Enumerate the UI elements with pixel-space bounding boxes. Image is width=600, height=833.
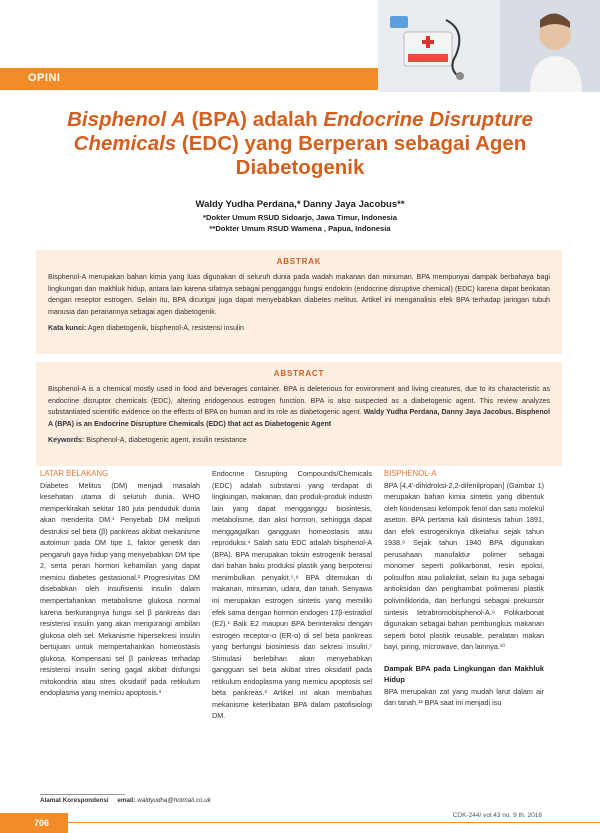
correspondence-footnote <box>40 797 211 804</box>
title-part-2: (BPA) adalah <box>185 108 324 131</box>
abstract-body: Bisphenol-A is a chemical mostly used in food and beverages container. BPA is deleterious for environment and living creatures, due to its characteristic as endocrine disruptor chemicals (EDC), altering endogenous estrogen function. BPA is also suspected as a diabetogenic agent. This review analyzes substantiated scientific evidence on the effects of BPA on human and its role as diabetogenic agent. <box>48 385 550 417</box>
abstrak-text: Bisphenol-A merupakan bahan kimia yang luas digunakan di seluruh dunia pada wadah makanan dan minuman. BPA mempunyai dampak berbahaya bagi lingkungan dan makhluk hidup, antara lain karena sifatnya sebagai pengganggu fungsi endokrin (endocrine disruptive chemical) (EDC) karena dapat berikatan dengan reseptor estrogen. Selain itu, BPA dicurigai juga dapat menyebabkan diabetes melitus. Artikel ini menganalisis efek BPA terhadap jaringan tubuh manusia dan peranannya sebagai agen diabetogenik. <box>48 273 550 316</box>
abstrak-box <box>36 250 562 354</box>
bisphenol-text: BPA [4,4'-dihidroksi-2,2-difenilpropan] (Gambar 1) merupakan bahan kimia sintetis yang dibentuk oleh kondensasi kelompok fenol dan satu molekul aseton. BPA pertama kali disintesis tahun 1891, dan efek estrogeniknya diketahui sejak tahun 1938.⁸ Sejak tahun 1940 BPA digunakan perusahaan manufaktur polimer sebagai monomer seperti polikarbonat, resin epoksi, polisulfon atau poliakrilat, selain itu juga sebagai antioksidan dan penghambat polimerasi plastik polivinilklorida, dan berfungsi sebagai prekursor sintesis tetrabromobisphenol-A.⁹ Polikarbonat digunakan sebagai bahan pembungkus makanan seperti botol plastik reusable, peralatan makan bayi, piring, microwave, dan lainnya.¹⁰ <box>384 480 544 652</box>
bisphenol-heading: BISPHENOL-A <box>384 469 437 478</box>
section-banner <box>0 68 378 90</box>
abstract-citation: Waldy Yudha Perdana, Danny Jaya Jacobus. Bisphenol A (BPA) is an Endocrine Disrupture Chemicals (EDC) that act as Diabetogenic Agent <box>48 408 550 428</box>
footer-rule <box>68 822 600 823</box>
footnote-email: waldyudha@hotmail.co.uk <box>137 797 211 804</box>
title-italic-2: Endocrine Disrupture Chemicals <box>73 108 533 155</box>
impact-text: BPA merupakan zat yang mudah larut dalam air dan tanah.¹² BPA saat ini menjadi isu <box>384 686 544 708</box>
affiliation-1: *Dokter Umum RSUD Sidoarjo, Jawa Timur, Indonesia <box>203 213 397 222</box>
title-part-4: (EDC) yang Berperan sebagai Agen Diabetogenik <box>176 132 527 179</box>
column-2 <box>212 468 372 722</box>
abstract-box <box>36 362 562 466</box>
abstrak-keywords <box>48 324 550 332</box>
authors: Waldy Yudha Perdana,* Danny Jaya Jacobus** <box>195 199 405 210</box>
column-3 <box>384 468 544 709</box>
abstract-keywords-text: Bisphenol-A, diabetogenic agent, insulin resistance <box>86 436 247 445</box>
section-label: OPINI <box>28 72 61 84</box>
medical-kit-icon <box>386 10 476 80</box>
header-photo <box>378 0 600 92</box>
page-number: 706 <box>34 818 50 828</box>
abstract-keywords-label: Keywords: <box>48 436 85 445</box>
abstrak-keywords-text: Agen diabetogenik, bisphenol-A, resistensi insulin <box>87 324 245 333</box>
abstract-keywords <box>48 436 550 444</box>
column-1 <box>40 468 200 699</box>
edc-text: Endocrine Disrupting Compounds/Chemicals (EDC) adalah substansi yang terdapat di lingkungan, makanan, dan produk-produk industri lain yang dapat mengganggu biosintesis, metabolisme, dan aksi hormon, sehingga dapat menggagalkan gangguan homeostasis atau reproduksi.⁴ Salah satu EDC adalah bisphenol-A (BPA). BPA merupakan toksin estrogenik berasal dari bahan baku produksi plastik yang berpotensi menimbulkan penyakit.⁵,⁶ BPA ditemukan di makanan, minuman, udara, dan tanah. Senyawa ini merupakan estrogen sintetis yang memiliki efek sama dengan hormon endogen 17β-estradiol (E2).¹ Baik E2 maupun BPA berinteraksi dengan estrogen receptor-α (ER-α) di sel beta pankreas yang berfungsi biosintesis dan sekresi insulin.⁷ Stimulasi berlebihan akan menyebabkan gangguan sel beta akibat stres oksidatif pada retikulum endoplasma yang memicu apoptosis sel beta pankreas.³ Artikel ini akan membahas mekanisme keterlibatan BPA dalam patofisiologi DM. <box>212 469 372 721</box>
title-italic-1: Bisphenol A <box>67 108 186 131</box>
footnote-divider <box>40 794 125 795</box>
abstract-text <box>48 384 550 430</box>
footnote-label: Alamat Korespondensi <box>40 797 109 804</box>
background-text: Diabetes Melitus (DM) menjadi masalah kesehatan utama di seluruh dunia. WHO memperkirakan sekitar 180 juta penduduk dunia akan menderita DM.¹ Penyebab DM meliputi destruksi sel beta (β) pankreas akibat mekanisme autoimun pada DM tipe 1, faktor genetik dan pengaruh gaya hidup yang menyebabkan DM tipe 2, serta peran hormon kehamilan yang dapat memicu diabetes gestasional.² Progresivitas DM disebabkan oleh insufisiensi insulin dalam mempertahankan metabolisme glukosa normal karena berkurangnya fungsi sel β pankreas dan resistensi insulin yang akan mengurangi ambilan glukosa oleh sel. Mekanisme hipersekresi insulin bertujuan untuk mempertahankan homeostasis glukosa. Kompensasi sel β pankreas terhadap resistensi insulin sering gagal akibat disfungsi mitokondria atau stres oksidatif pada retikulum endoplasma yang memicu apoptosis.³ <box>40 480 200 698</box>
impact-subheading: Dampak BPA pada Lingkungan dan Makhluk Hidup <box>384 663 544 685</box>
journal-citation: CDK-244/ vol.43 no. 9 th. 2016 <box>452 812 542 819</box>
article-title <box>40 108 560 180</box>
footnote-email-label: email: <box>117 797 136 804</box>
affiliation-2: **Dokter Umum RSUD Wamena , Papua, Indonesia <box>209 224 391 233</box>
abstract-heading: ABSTRACT <box>273 369 325 378</box>
abstrak-keywords-label: Kata kunci: <box>48 324 87 333</box>
abstrak-heading: ABSTRAK <box>276 257 322 266</box>
page-number-box <box>0 813 68 833</box>
doctor-icon <box>500 0 600 92</box>
background-heading: LATAR BELAKANG <box>40 469 109 478</box>
